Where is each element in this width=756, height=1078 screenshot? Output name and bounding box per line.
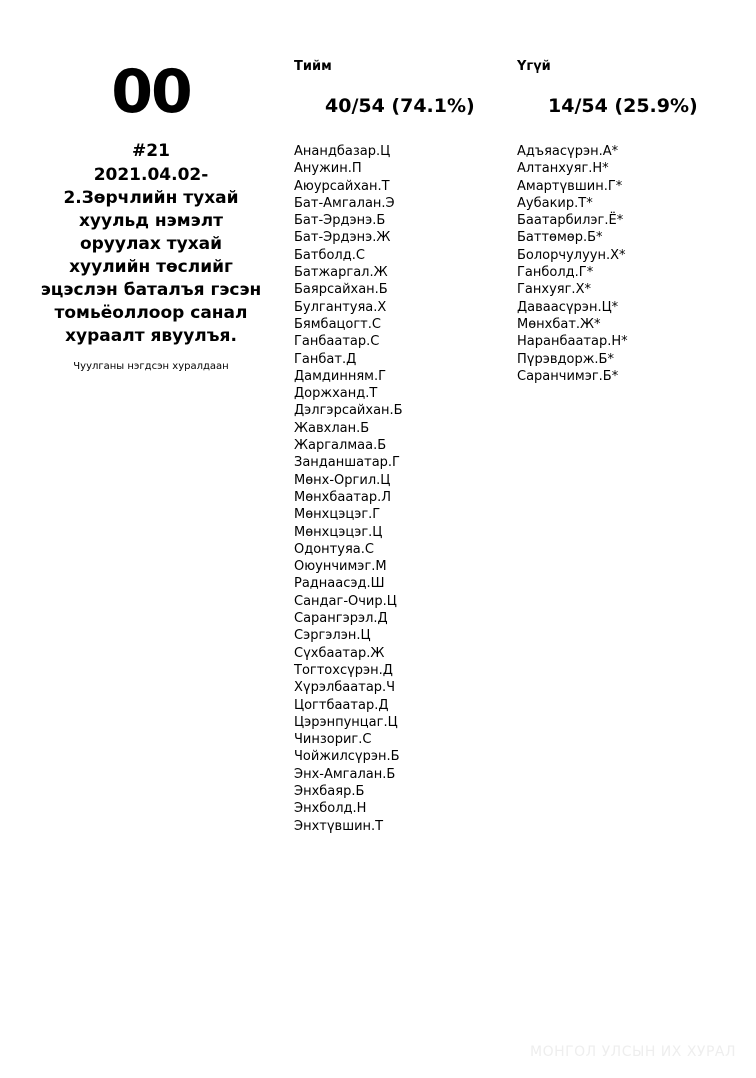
yes-voter-name: Бат-Эрдэнэ.Б bbox=[294, 213, 386, 229]
vote-summary-panel bbox=[40, 58, 262, 374]
yes-voter-name: Сүхбаатар.Ж bbox=[294, 645, 385, 661]
yes-voter-name: Раднаасэд.Ш bbox=[294, 576, 385, 592]
no-voter-name: Адъяасүрэн.А* bbox=[517, 144, 619, 159]
yes-voter-name: Мөнх-Оргил.Ц bbox=[294, 472, 391, 488]
no-voter-name: Баатарбилэг.Ё* bbox=[517, 213, 624, 229]
yes-voter-name: Энхбаяр.Б bbox=[294, 783, 365, 799]
yes-voter-name: Сэргэлэн.Ц bbox=[294, 628, 371, 644]
yes-total: 40/54 (74.1%) bbox=[325, 95, 475, 117]
yes-voter-name: Жаргалмаа.Б bbox=[294, 438, 387, 454]
no-voter-name: Аубакир.Т* bbox=[517, 195, 593, 211]
session-code: 00 bbox=[111, 57, 191, 127]
yes-voter-name: Мөнхцэцэг.Ц bbox=[294, 524, 383, 540]
yes-voter-name: Чинзориг.С bbox=[294, 732, 372, 748]
no-voter-name: Ганболд.Г* bbox=[517, 265, 594, 281]
yes-voter-name: Булгантуяа.Х bbox=[294, 299, 387, 315]
no-voter-name: Пүрэвдорж.Б* bbox=[517, 351, 614, 367]
no-voter-name: Баттөмөр.Б* bbox=[517, 230, 603, 246]
no-voter-name: Мөнхбат.Ж* bbox=[517, 316, 601, 332]
yes-voter-name: Бямбацогт.С bbox=[294, 316, 381, 332]
yes-name-list bbox=[294, 143, 475, 835]
no-votes-column bbox=[517, 58, 698, 385]
yes-voter-name: Мөнхбаатар.Л bbox=[294, 489, 392, 505]
yes-voter-name: Аюурсайхан.Т bbox=[294, 178, 390, 194]
yes-voter-name: Сандаг-Очир.Ц bbox=[294, 593, 397, 609]
yes-voter-name: Одонтуяа.С bbox=[294, 541, 374, 557]
yes-voter-name: Анандбазар.Ц bbox=[294, 144, 391, 159]
yes-voter-name: Цогтбаатар.Д bbox=[294, 697, 389, 713]
yes-voter-name: Дамдинням.Г bbox=[294, 368, 387, 384]
yes-voter-name: Ганбат.Д bbox=[294, 351, 357, 367]
no-voter-name: Наранбаатар.Н* bbox=[517, 334, 628, 350]
yes-voter-name: Цэрэнпунцаг.Ц bbox=[294, 714, 398, 730]
yes-voter-name: Анужин.П bbox=[294, 161, 362, 177]
yes-voter-name: Энх-Амгалан.Б bbox=[294, 766, 396, 782]
no-voter-name: Ганхуяг.Х* bbox=[517, 282, 591, 298]
yes-voter-name: Чойжилсүрэн.Б bbox=[294, 749, 400, 765]
no-voter-name: Даваасүрэн.Ц* bbox=[517, 299, 619, 315]
yes-voter-name: Оюунчимэг.М bbox=[294, 559, 387, 575]
yes-voter-name: Тогтохсүрэн.Д bbox=[294, 662, 393, 678]
yes-votes-column bbox=[294, 58, 475, 835]
yes-voter-name: Мөнхцэцэг.Г bbox=[294, 507, 381, 523]
yes-voter-name: Занданшатар.Г bbox=[294, 455, 400, 471]
yes-voter-name: Хүрэлбаатар.Ч bbox=[294, 680, 396, 696]
no-voter-name: Алтанхуяг.Н* bbox=[517, 161, 609, 177]
no-voter-name: Болорчулуун.Х* bbox=[517, 247, 626, 263]
no-voter-name: Саранчимэг.Б* bbox=[517, 368, 619, 384]
no-voter-name: Амартүвшин.Г* bbox=[517, 178, 623, 194]
session-name: Чуулганы нэгдсэн хуралдаан bbox=[73, 361, 229, 372]
yes-voter-name: Жавхлан.Б bbox=[294, 420, 370, 436]
yes-header: Тийм bbox=[294, 59, 332, 74]
watermark: МОНГОЛ УЛСЫН ИХ ХУРАЛ bbox=[529, 1044, 736, 1060]
yes-voter-name: Доржханд.Т bbox=[294, 386, 378, 402]
no-header: Үгүй bbox=[517, 59, 551, 74]
no-total: 14/54 (25.9%) bbox=[548, 95, 698, 117]
yes-voter-name: Сарангэрэл.Д bbox=[294, 611, 388, 627]
yes-voter-name: Дэлгэрсайхан.Б bbox=[294, 403, 403, 419]
yes-voter-name: Батжаргал.Ж bbox=[294, 265, 388, 281]
yes-voter-name: Энхтүвшин.Т bbox=[294, 818, 384, 834]
yes-voter-name: Бат-Амгалан.Э bbox=[294, 195, 395, 211]
yes-voter-name: Энхболд.Н bbox=[294, 801, 367, 817]
yes-voter-name: Баярсайхан.Б bbox=[294, 282, 388, 298]
yes-voter-name: Бат-Эрдэнэ.Ж bbox=[294, 230, 391, 246]
yes-voter-name: Ганбаатар.С bbox=[294, 334, 380, 350]
vote-number: #21 bbox=[132, 141, 170, 161]
no-name-list bbox=[517, 143, 698, 385]
yes-voter-name: Батболд.С bbox=[294, 247, 365, 263]
vote-title: 2021.04.02-2.Зөрчлийн тухай хуульд нэмэлт оруулах тухай хуулийн төслийг эцэслэн баталъя гэсэн томьёоллоор санал хураалт явуулъя. bbox=[40, 165, 262, 346]
